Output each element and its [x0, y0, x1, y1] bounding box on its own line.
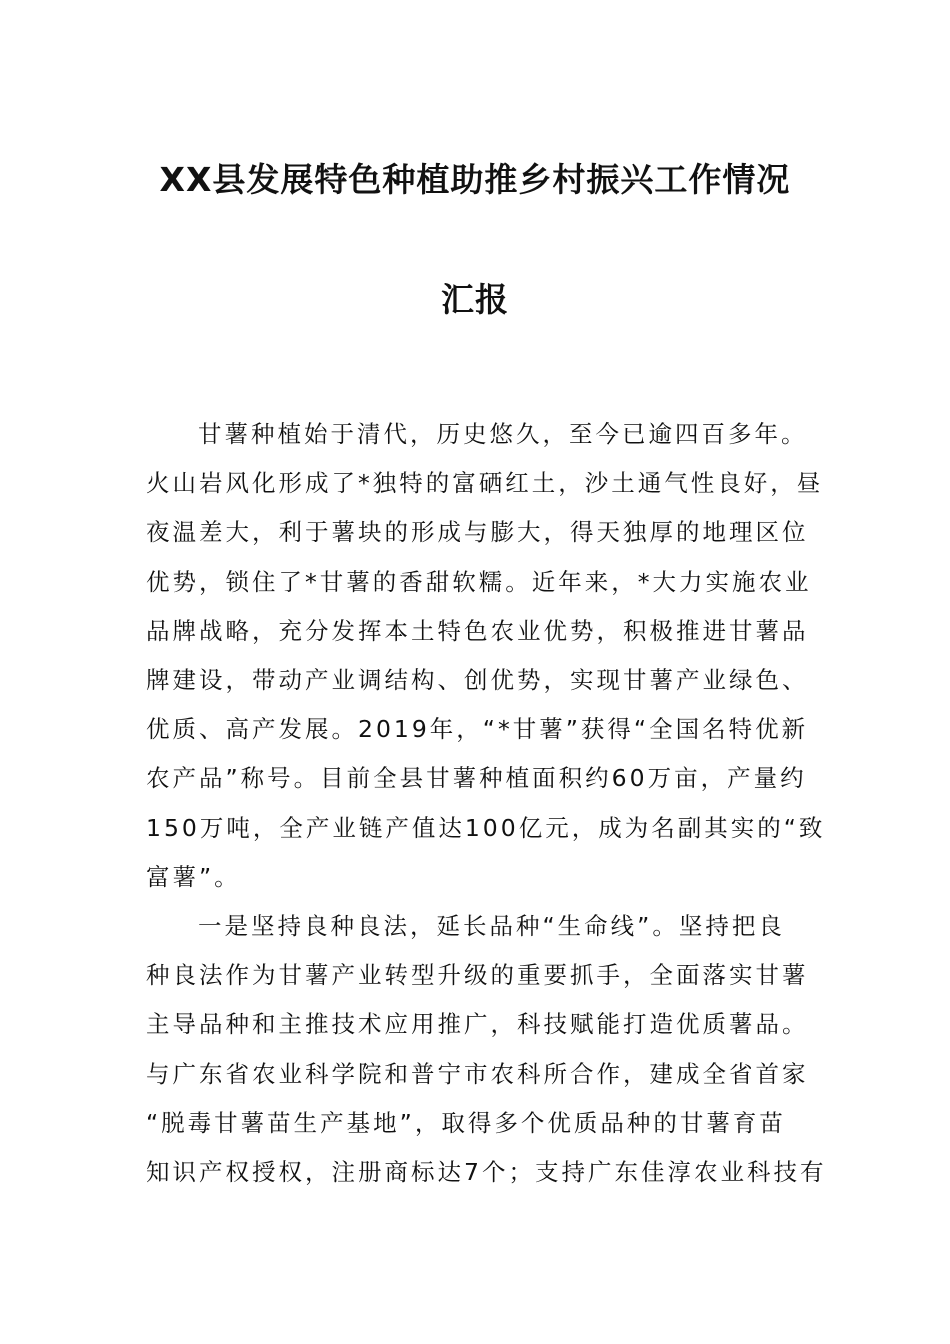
document-body — [146, 410, 827, 1197]
paragraph-1 — [146, 410, 826, 902]
paragraph-line: 主导品种和主推技术应用推广，科技赋能打造优质薯品。 — [146, 1010, 809, 1039]
paragraph-line: 农产品”称号。目前全县甘薯种植面积约60万亩，产量约 — [146, 764, 807, 793]
paragraph-line: 种良法作为甘薯产业转型升级的重要抓手，全面落实甘薯 — [146, 961, 809, 990]
document-title-line-2: 汇报 — [441, 280, 509, 319]
paragraph-line: 与广东省农业科学院和普宁市农科所合作，建成全省首家 — [146, 1059, 809, 1088]
paragraph-line: 优势，锁住了*甘薯的香甜软糯。近年来，*大力实施农业 — [146, 567, 812, 596]
paragraph-line: 150万吨，全产业链产值达100亿元，成为名副其实的“致 — [146, 813, 826, 842]
paragraph-2 — [146, 902, 827, 1197]
paragraph-line: 富薯”。 — [146, 862, 241, 891]
paragraph-line: 优质、高产发展。2019年，“*甘薯”获得“全国名特优新 — [146, 715, 809, 744]
paragraph-line: 知识产权授权，注册商标达7个；支持广东佳淳农业科技有 — [146, 1158, 827, 1187]
paragraph-line: 一是坚持良种良法，延长品种“生命线”。坚持把良 — [198, 912, 785, 941]
paragraph-line: 品牌战略，充分发挥本土特色农业优势，积极推进甘薯品 — [146, 616, 809, 645]
paragraph-line: “脱毒甘薯苗生产基地”，取得多个优质品种的甘薯育苗 — [146, 1108, 786, 1137]
paragraph-line: 火山岩风化形成了*独特的富硒红土，沙土通气性良好，昼 — [146, 469, 824, 498]
document-title-line-1: XX县发展特色种植助推乡村振兴工作情况 — [159, 160, 791, 199]
paragraph-line: 牌建设，带动产业调结构、创优势，实现甘薯产业绿色、 — [146, 666, 809, 695]
paragraph-line: 甘薯种植始于清代，历史悠久，至今已逾四百多年。 — [198, 420, 808, 448]
paragraph-line: 夜温差大，利于薯块的形成与膨大，得天独厚的地理区位 — [146, 518, 809, 547]
